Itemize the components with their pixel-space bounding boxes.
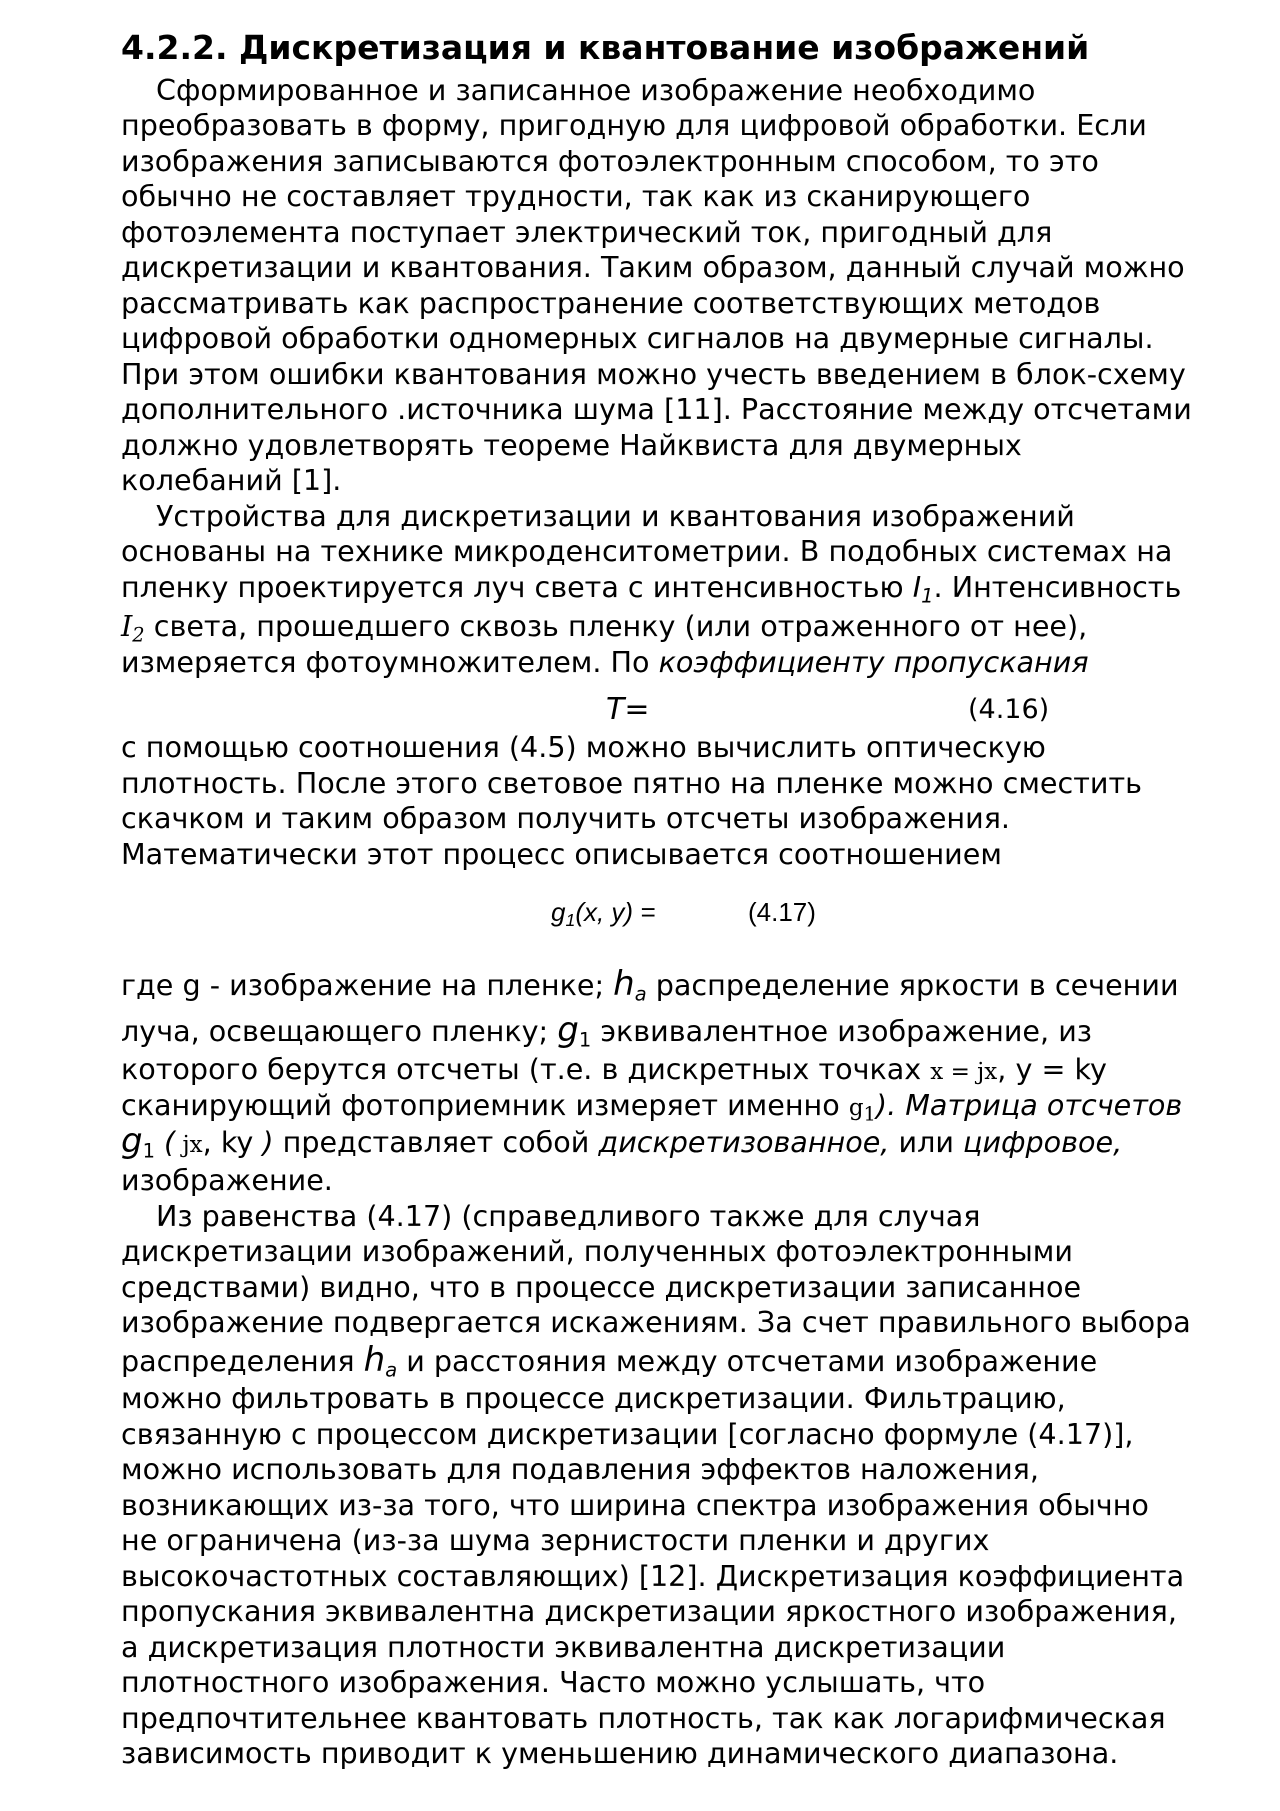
equation-4-17-lhs: $g_1(x$, y) = [551,897,656,930]
h-a-symbol: h [363,1340,386,1380]
paragraph-3-line: скачком и таким образом получить отсчеты изображения. [121,801,1011,835]
paragraph-1-line: должно удовлетворять теореме Найквиста для двумерных [121,428,1022,462]
paragraph-5-line: возникающих из-за того, что ширина спектра изображения обычно [121,1488,1149,1522]
paragraph-5-line: зависимость приводит к уменьшению динамического диапазона. [121,1736,1119,1770]
g1-symbol: g [121,1121,143,1161]
paragraph-5-line: плотностного изображения. Часто можно услышать, что [121,1665,986,1699]
paragraph-5-line: распределения $h_a$ и расстояния между отсчетами изображение [121,1340,1098,1382]
paragraph-5-line: средствами) видно, что в процессе дискретизации записанное [121,1270,1082,1304]
equation-number: (4.16) [968,694,1050,725]
paragraph-1-line: Сформированное и записанное изображение необходимо [156,73,1036,107]
paragraph-1-line: фотоэлемента поступает электрический ток, пригодный для [121,215,1053,249]
equation-number: (4.17) [748,897,816,927]
paragraph-4-line: где g - изображение на пленке; $h_a$ распределение яркости в сечении [121,964,1179,1006]
paragraph-5-line: Из равенства (4.17) (справедливого также для случая [156,1199,981,1233]
paragraph-5-line: высокочастотных составляющих) [12]. Дискретизация коэффициента [121,1559,1185,1593]
paragraph-1-line: При этом ошибки квантования можно учесть введением в блок-схему [121,357,1186,391]
paragraph-2-line: пленку проектируется луч света с интенсивностью $I_1$. Интенсивность [121,570,1182,608]
paragraph-3-line: Математически этот процесс описывается соотношением [121,837,1002,871]
paragraph-5-line: дискретизации изображений, полученных фотоэлектронными [121,1234,1073,1268]
x-jx-symbol: x = jx [930,1059,998,1085]
paragraph-1-line: цифровой обработки одномерных сигналов на двумерные сигналы. [121,321,1154,355]
paragraph-2-line: основаны на технике микроденситометрии. В подобных системах на [121,534,1173,568]
paragraph-1-line: колебаний [1]. [121,463,342,497]
term-italic: дискретизованное, [598,1125,890,1159]
g1-symbol: g [557,1010,579,1050]
intensity-symbol: I [121,609,133,643]
paragraph-3-line: с помощью соотношения (4.5) можно вычислить оптическую [121,730,1046,764]
paragraph-5-line: можно фильтровать в процессе дискретизации. Фильтрацию, [121,1381,1066,1415]
g1-symbol: g [848,1095,864,1121]
paragraph-1-line: дополнительного .источника шума [11]. Расстояние между отсчетами [121,392,1192,426]
paragraph-1-line: рассматривать как распространение соответствующих методов [121,286,1101,320]
paragraph-2-line: $I_2$ света, прошедшего сквозь пленку (или отраженного от нее), [121,609,1088,647]
term-italic: коэффициенту пропускания [658,645,1089,679]
paragraph-4-line: $g_1$ ( jx, ky ) представляет собой дискретизованное, или цифровое, [121,1121,1123,1163]
paragraph-1-line: дискретизации и квантования. Таким образом, данный случай можно [121,250,1185,284]
paragraph-5-line: можно использовать для подавления эффектов наложения, [121,1452,1039,1486]
paragraph-5-line: изображение подвергается искажениям. За счет правильного выбора [121,1305,1191,1339]
paragraph-5-line: пропускания эквивалентна дискретизации яркостного изображения, [121,1594,1177,1628]
h-a-symbol: h [613,964,635,1004]
section-heading: 4.2.2. Дискретизация и квантование изображений [121,28,1090,67]
paragraph-4-line: сканирующий фотоприемник измеряет именно $g_1$). Матрица отсчетов [121,1088,1183,1126]
paragraph-1-line: преобразовать в форму, пригодную для цифровой обработки. Если [121,108,1147,142]
intensity-symbol: I [912,570,922,604]
paragraph-4-line: которого берутся отсчеты (т.е. в дискретных точках x = jx, y = ky [121,1052,1107,1086]
paragraph-5-line: связанную с процессом дискретизации [согласно формуле (4.17)], [121,1417,1134,1451]
paragraph-5-line: а дискретизация плотности эквивалентна дискретизации [121,1630,1006,1664]
paragraph-3-line: плотность. После этого световое пятно на пленке можно сместить [121,766,1142,800]
paragraph-1-line: изображения записываются фотоэлектронным способом, то это [121,144,1099,178]
term-italic: цифровое, [963,1125,1123,1159]
paragraph-4-line: луча, освещающего пленку; $g_1$ эквивалентное изображение, из [121,1010,1092,1052]
equation-4-16-lhs: T= [606,692,650,727]
paragraph-2-line: Устройства для дискретизации и квантования изображений [156,499,1075,533]
paragraph-1-line: обычно не составляет трудности, так как из сканирующего [121,179,1031,213]
paragraph-2-line: измеряется фотоумножителем. По коэффициенту пропускания [121,645,1089,679]
paragraph-4-line: изображение. [121,1163,333,1197]
paragraph-5-line: предпочтительнее квантовать плотность, так как логарифмическая [121,1701,1166,1735]
paragraph-5-line: не ограничена (из-за шума зернистости пленки и других [121,1523,990,1557]
